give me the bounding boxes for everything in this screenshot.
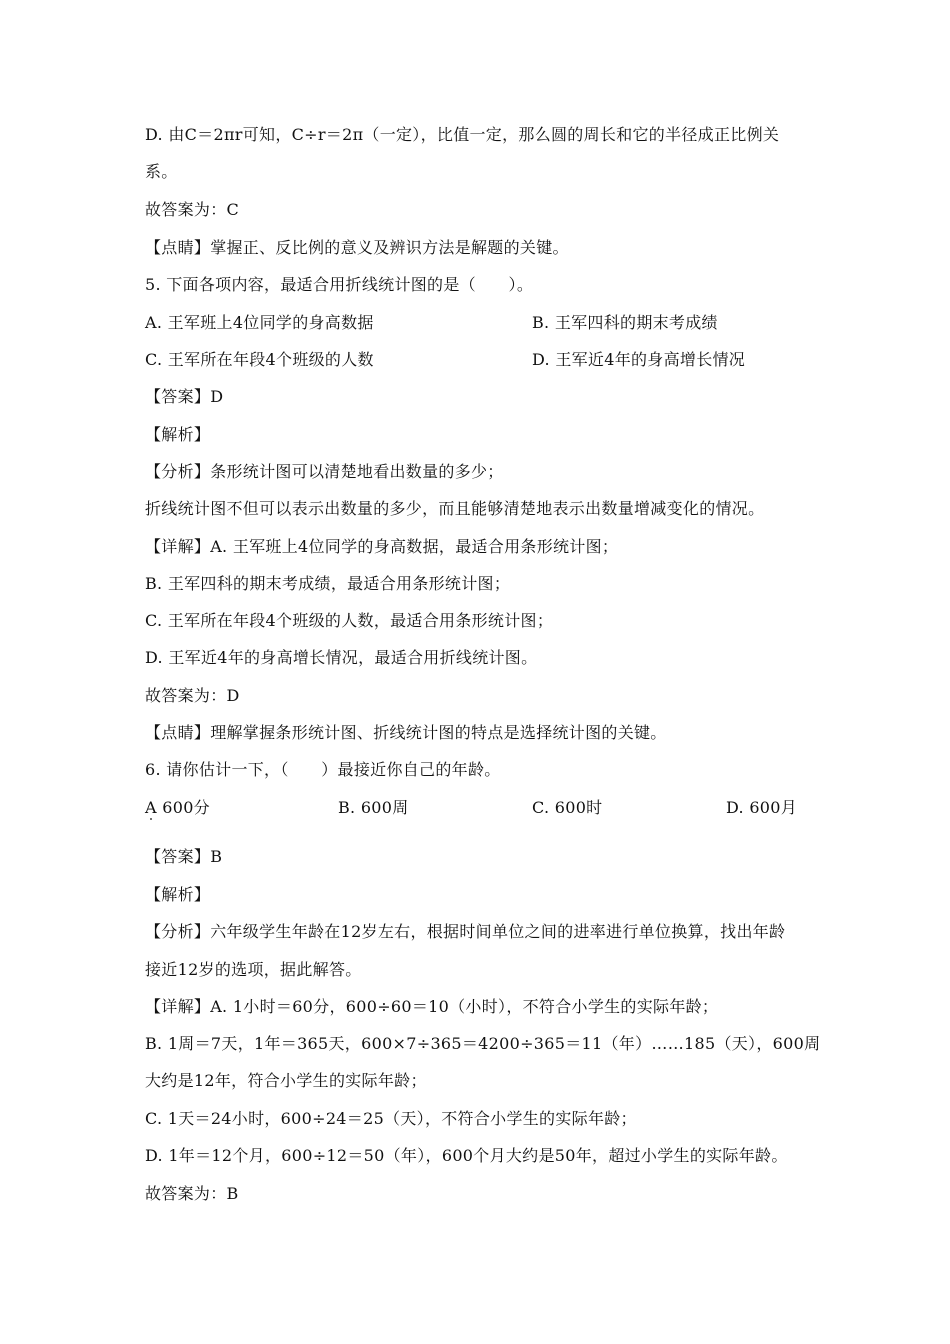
q5-final-answer: 故答案为：D	[145, 686, 240, 705]
q5-analysis: 【分析】条形统计图可以清楚地看出数量的多少；	[145, 462, 504, 481]
q5-tip: 【点睛】理解掌握条形统计图、折线统计图的特点是选择统计图的关键。	[145, 723, 667, 742]
stray-dot-mark	[150, 818, 152, 820]
q6-detail-a: 【详解】A. 1小时＝60分，600÷60＝10（小时），不符合小学生的实际年龄；	[145, 997, 719, 1016]
q4-final-answer: 故答案为：C	[145, 200, 240, 219]
q6-option-a: A 600分	[145, 798, 210, 817]
q6-detail-d: D. 1年＝12个月，600÷12＝50（年），600个月大约是50年，超过小学生的实际年龄。	[145, 1146, 788, 1165]
q6-option-d: D. 600月	[726, 798, 798, 817]
q6-final-answer: 故答案为：B	[145, 1184, 239, 1203]
q6-detail-b-cont: 大约是12年，符合小学生的实际年龄；	[145, 1071, 427, 1090]
q5-analysis-cont: 折线统计图不但可以表示出数量的多少，而且能够清楚地表示出数量增减变化的情况。	[145, 499, 765, 518]
q5-option-c: C. 王军所在年段4个班级的人数	[145, 350, 374, 369]
q5-option-a: A. 王军班上4位同学的身高数据	[145, 313, 374, 332]
q5-option-b: B. 王军四科的期末考成绩	[532, 313, 718, 332]
q5-detail-a: 【详解】A. 王军班上4位同学的身高数据，最适合用条形统计图；	[145, 537, 619, 556]
q4-tip: 【点睛】掌握正、反比例的意义及辨识方法是解题的关键。	[145, 238, 569, 257]
q4-option-d-explanation-cont: 系。	[145, 162, 178, 181]
q6-analysis: 【分析】六年级学生年龄在12岁左右，根据时间单位之间的进率进行单位换算，找出年龄	[145, 922, 786, 941]
q5-question: 5. 下面各项内容，最适合用折线统计图的是（ ）。	[145, 275, 534, 294]
q6-option-c: C. 600时	[532, 798, 603, 817]
q5-detail-c: C. 王军所在年段4个班级的人数，最适合用条形统计图；	[145, 611, 554, 630]
q6-answer: 【答案】B	[145, 847, 223, 866]
q5-option-d: D. 王军近4年的身高增长情况	[532, 350, 746, 369]
q6-detail-c: C. 1天＝24小时，600÷24＝25（天），不符合小学生的实际年龄；	[145, 1109, 637, 1128]
q6-analysis-cont: 接近12岁的选项，据此解答。	[145, 960, 362, 979]
q6-option-b: B. 600周	[338, 798, 409, 817]
q6-detail-b: B. 1周＝7天，1年＝365天，600×7÷365＝4200÷365＝11（年）……185（天），600周	[145, 1034, 821, 1053]
q6-question: 6. 请你估计一下，（ ）最接近你自己的年龄。	[145, 760, 501, 779]
q4-option-d-explanation: D. 由C＝2πr可知，C÷r＝2π（一定），比值一定，那么圆的周长和它的半径成正比例关	[145, 125, 780, 144]
q5-detail-b: B. 王军四科的期末考成绩，最适合用条形统计图；	[145, 574, 511, 593]
q5-analysis-heading: 【解析】	[145, 425, 211, 444]
q6-analysis-heading: 【解析】	[145, 885, 211, 904]
q5-answer: 【答案】D	[145, 387, 224, 406]
q5-detail-d: D. 王军近4年的身高增长情况，最适合用折线统计图。	[145, 648, 538, 667]
